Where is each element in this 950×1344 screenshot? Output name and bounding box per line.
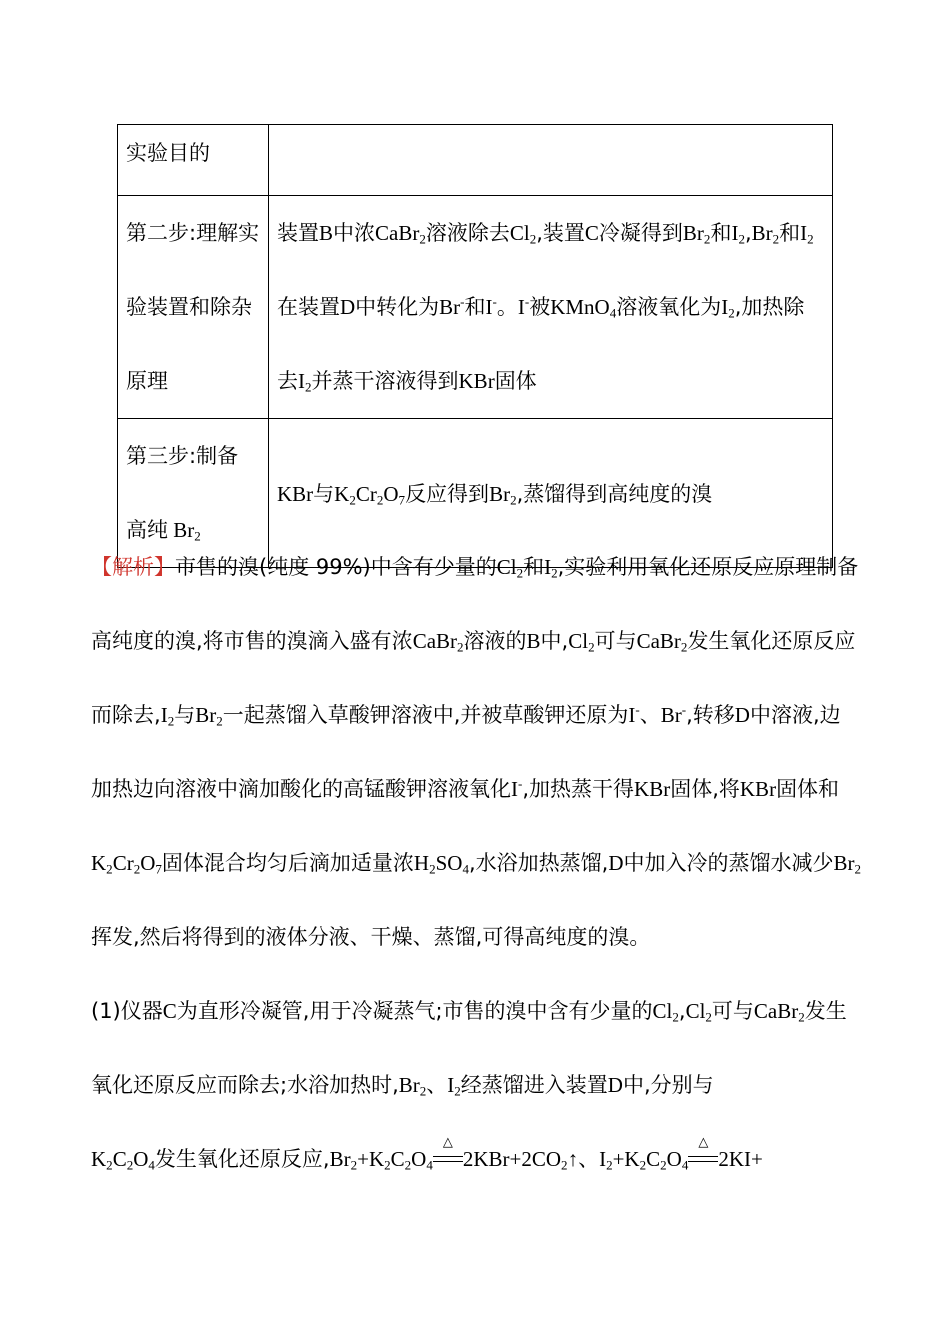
- row-label: 实验目的: [118, 125, 269, 196]
- row-label: 第二步:理解实验装置和除杂原理: [118, 196, 269, 419]
- analysis-tag: 【解析】: [91, 555, 175, 579]
- analysis-paragraph: (1)仪器C为直形冷凝管,用于冷凝蒸气;市售的溴中含有少量的$Cl_2,Cl_2$可与CaBr$_2$发生氧化还原反应而除去;水浴加热时$,Br_2$、$I_2$经蒸馏进入装置D中,分别与 $K_2C_2O_4$发生氧化还原反应$,Br_2+K_2C_2O_4$ △ $2KBr+2CO_2↑$、$I_2+K_2C_2O_4$ △ 2KI+: [91, 999, 847, 1173]
- analysis-text: [91, 530, 861, 1196]
- table-row: [118, 196, 833, 419]
- heat-equals-sign: △: [433, 1150, 463, 1170]
- analysis-paragraph: 【解析】市售的溴(纯度 99%)中含有少量的$Cl_2$和$I_2$,实验利用氧化还原反应原理制备高纯度的溴,将市售的溴滴入盛有浓CaBr$_2$溶液的B中$,Cl_2$可与CaBr$_2$发生氧化还原反应而除去$,I_2$与$Br_2$一起蒸馏入草酸钾溶液中,并被草酸钾还原为I-、Br-,转移D中溶液,边加热边向溶液中滴加酸化的高锰酸钾溶液氧化I-,加热蒸干得KBr固体,将KBr固体和$K_2Cr_2O_7$固体混合均匀后滴加适量浓$H_2SO_4$,水浴加热蒸馏,D中加入冷的蒸馏水减少$Br_2$挥发,然后将得到的液体分液、干燥、蒸馏,可得高纯度的溴。: [91, 555, 861, 949]
- heat-equals-sign: △: [688, 1150, 718, 1170]
- row-content: KBr与$K_2Cr_2O_7$反应得到$Br_2$,蒸馏得到高纯度的溴: [269, 419, 833, 568]
- row-label: 第三步:制备 高纯 $Br_2$: [118, 419, 269, 568]
- row-content: [269, 125, 833, 196]
- table-row: [118, 125, 833, 196]
- row-content: 装置B中浓CaBr$_2$溶液除去$Cl_2$,装置C冷凝得到$Br_2$和$I_2,Br_2$和$I_2$在装置D中转化为Br-和I-。I-被KMnO$_4$溶液氧化为$I_2$,加热除去$I_2$并蒸干溶液得到KBr固体: [269, 196, 833, 419]
- experiment-table: [117, 124, 833, 568]
